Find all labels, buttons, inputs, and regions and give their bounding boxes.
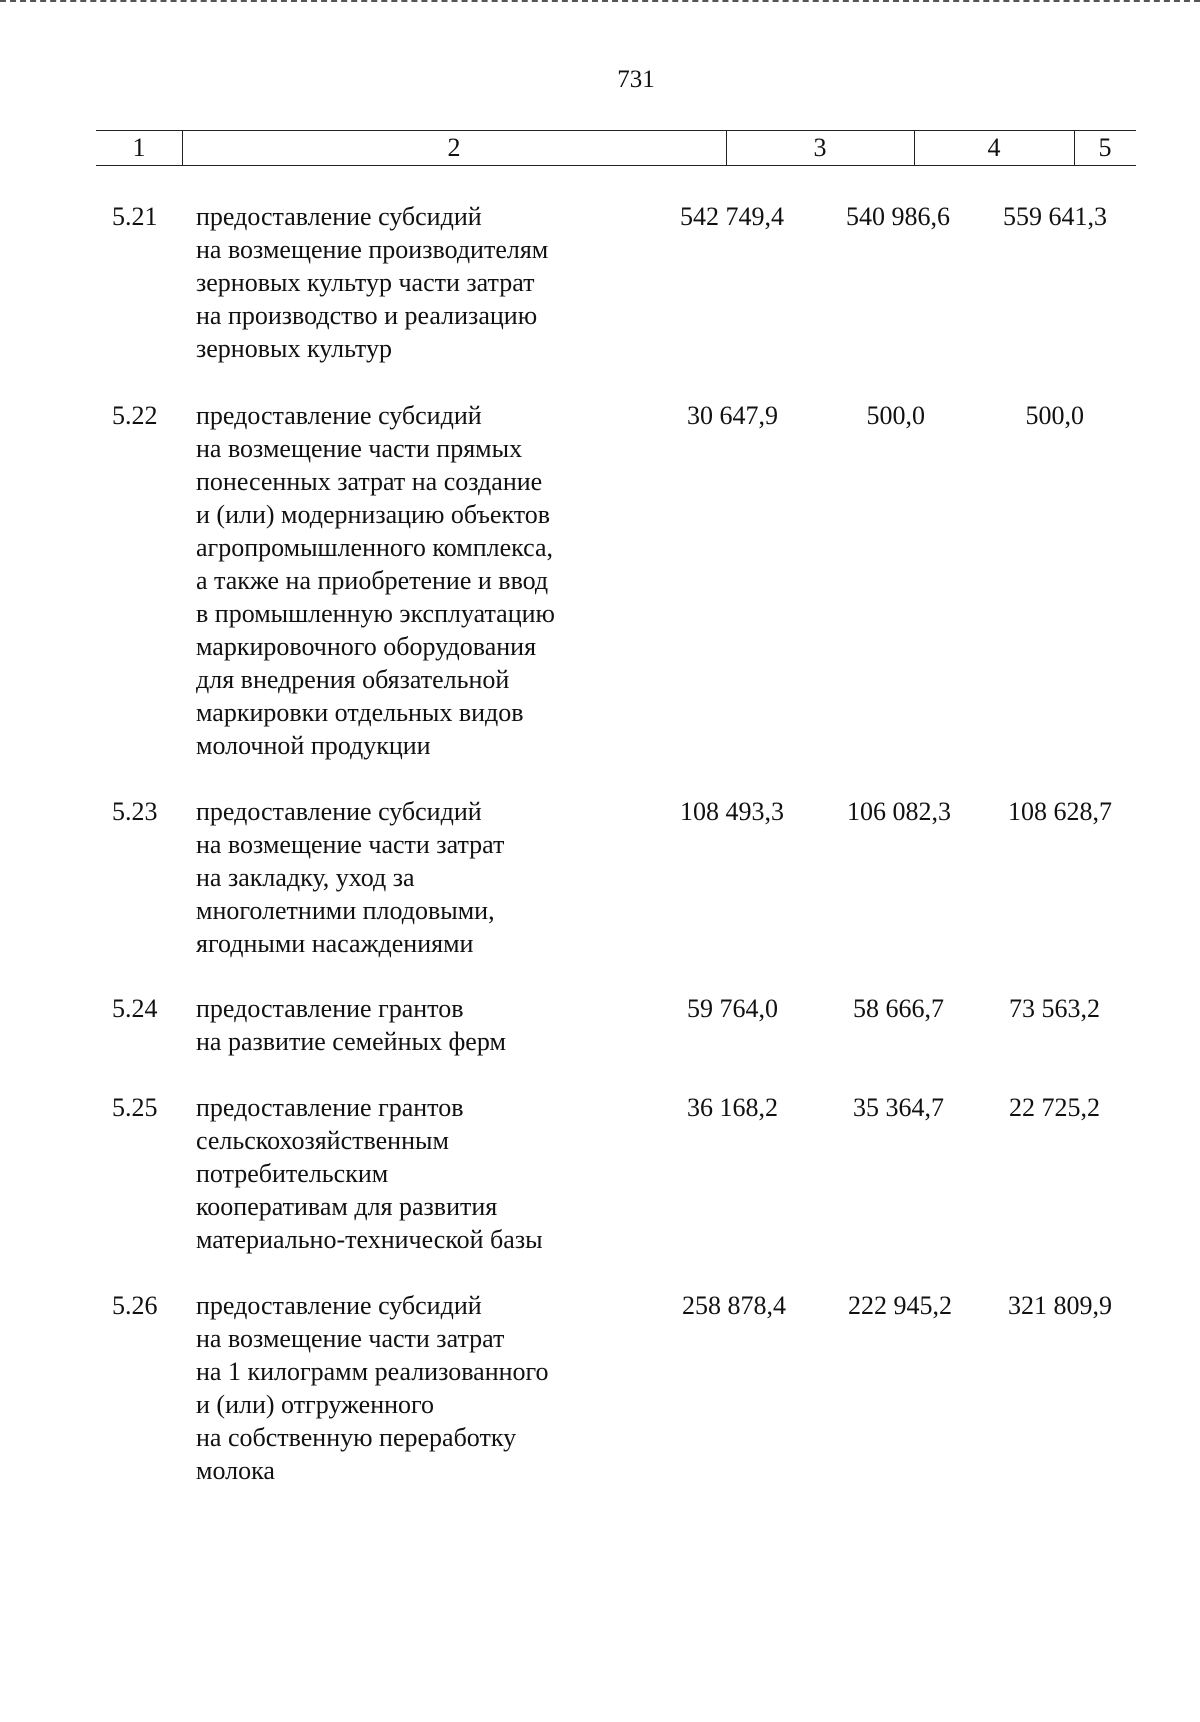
row-value-col4: 106 082,3 (847, 797, 951, 826)
row-value-col3: 36 168,2 (687, 1093, 778, 1122)
row-value-col5: 321 809,9 (1008, 1291, 1112, 1320)
row-value-col3: 108 493,3 (680, 797, 784, 826)
row-number: 5.22 (112, 401, 158, 430)
row-description: предоставление субсидий на возмещение производителям зерновых культур части затрат на производство и реализацию зерновых культур (196, 202, 549, 363)
table-header (96, 130, 1136, 166)
row-number: 5.21 (112, 202, 158, 231)
row-description: предоставление субсидий на возмещение части затрат на 1 килограмм реализованного и (или) отгруженного на собственную переработку молока (196, 1291, 549, 1485)
row-value-col5: 559 641,3 (1003, 202, 1107, 231)
row-value-col5: 22 725,2 (1009, 1093, 1100, 1122)
header-col-3: 3 (813, 133, 827, 162)
row-number: 5.25 (112, 1093, 158, 1122)
row-description: предоставление субсидий на возмещение части затрат на закладку, уход за многолетними плодовыми, ягодными насаждениями (196, 797, 505, 958)
page-top-edge (0, 0, 1200, 5)
row-value-col5: 108 628,7 (1008, 797, 1112, 826)
row-number: 5.23 (112, 797, 158, 826)
header-col-5: 5 (1098, 133, 1112, 162)
header-col-2: 2 (447, 133, 461, 162)
row-description: предоставление грантов сельскохозяйственным потребительским кооперативам для развития материально-технической базы (196, 1093, 543, 1254)
row-value-col4: 58 666,7 (853, 994, 944, 1023)
row-value-col4: 540 986,6 (846, 202, 950, 231)
row-number: 5.26 (112, 1291, 158, 1320)
row-value-col3: 30 647,9 (687, 401, 778, 430)
header-col-4: 4 (987, 133, 1001, 162)
page-number: 731 (617, 66, 655, 93)
row-number: 5.24 (112, 994, 158, 1023)
header-col-1: 1 (132, 133, 146, 162)
row-description: предоставление грантов на развитие семейных ферм (196, 994, 506, 1056)
row-value-col5: 500,0 (1025, 401, 1084, 430)
row-value-col4: 500,0 (866, 401, 925, 430)
row-value-col4: 35 364,7 (853, 1093, 944, 1122)
row-value-col5: 73 563,2 (1009, 994, 1100, 1023)
row-value-col3: 258 878,4 (682, 1291, 786, 1320)
row-value-col3: 59 764,0 (687, 994, 778, 1023)
row-description: предоставление субсидий на возмещение части прямых понесенных затрат на создание и (или) модернизацию объектов агропромышленного комплекса, а также на приобретение и ввод в промышленную эксплуатацию маркировочного оборудования для внедрения обязательной маркировки отдельных видов молочной продукции (196, 401, 555, 760)
row-value-col3: 542 749,4 (680, 202, 784, 231)
row-value-col4: 222 945,2 (848, 1291, 952, 1320)
